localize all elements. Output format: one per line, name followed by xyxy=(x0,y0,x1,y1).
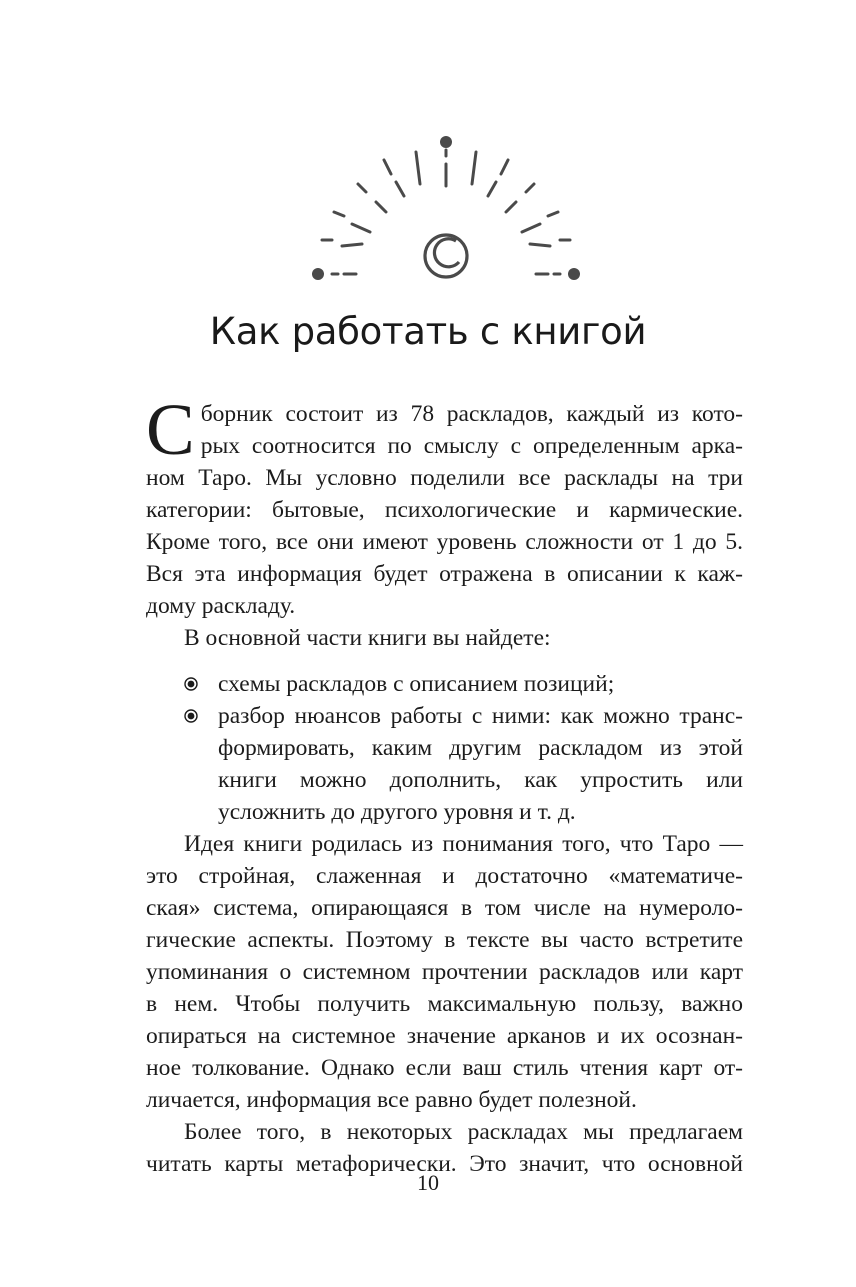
intro-paragraph xyxy=(146,389,743,622)
text-line: схемы раскладов с описанием позиций; xyxy=(218,671,615,697)
text-line: борник состоит из 78 раскладов, каждый из кото- xyxy=(200,401,743,427)
sun-rays xyxy=(322,150,570,274)
text-line: рых соотносится по смыслу с определенным арка- xyxy=(200,433,743,459)
text-line: упоминания о системном прочтении раскладов или карт xyxy=(146,959,743,985)
text-line: дому раскладу. xyxy=(146,593,296,619)
ornament-dots xyxy=(312,136,580,280)
text-line: усложнить до другого уровня и т. д. xyxy=(218,799,576,825)
page-number: 10 xyxy=(417,1170,439,1195)
text-line: Более того, в некоторых раскладах мы предлагаем xyxy=(184,1119,743,1145)
body-text xyxy=(146,389,743,1180)
text-line: ская» система, опирающаяся в том числе на нумероло- xyxy=(146,895,743,921)
crescent-moon-icon xyxy=(425,235,467,277)
text-line: ном Таро. Мы условно поделили все расклады на три xyxy=(146,465,743,491)
text-line: ное толкование. Однако если ваш стиль чтения карт от- xyxy=(146,1055,743,1081)
bullet-icon xyxy=(184,677,198,691)
text-line: В основной части книги вы найдете: xyxy=(184,625,551,651)
text-line: книги можно дополнить, как упростить или xyxy=(218,767,743,793)
paragraph xyxy=(146,828,743,1116)
text-line: это стройная, слаженная и достаточно «математиче- xyxy=(146,863,743,889)
text-line: разбор нюансов работы с ними: как можно транс- xyxy=(218,703,743,729)
bullet-list xyxy=(146,668,743,828)
list-item xyxy=(146,700,743,828)
bullet-icon xyxy=(184,709,198,723)
text-line: формировать, каким другим раскладом из этой xyxy=(218,735,743,761)
text-line: в нем. Чтобы получить максимальную пользу, важно xyxy=(146,991,743,1017)
text-line: гические аспекты. Поэтому в тексте вы часто встретите xyxy=(146,927,743,953)
text-line: Вся эта информация будет отражена в описании к каж- xyxy=(146,561,743,587)
sun-ornament-icon xyxy=(300,128,592,296)
text-line: Идея книги родилась из понимания того, что Таро — xyxy=(184,831,743,857)
text-line: личается, информация все равно будет полезной. xyxy=(146,1087,637,1113)
list-item xyxy=(146,668,743,700)
text-line: читать карты метафорически. Это значит, что основной xyxy=(146,1151,743,1177)
text-line: Кроме того, все они имеют уровень сложности от 1 до 5. xyxy=(146,529,743,555)
text-line: категории: бытовые, психологические и кармические. xyxy=(146,497,743,523)
list-intro xyxy=(146,622,743,654)
text-line: опираться на системное значение арканов и их осознан- xyxy=(146,1023,743,1049)
chapter-title: Как работать с книгой xyxy=(209,310,647,353)
drop-cap: С xyxy=(146,389,195,470)
